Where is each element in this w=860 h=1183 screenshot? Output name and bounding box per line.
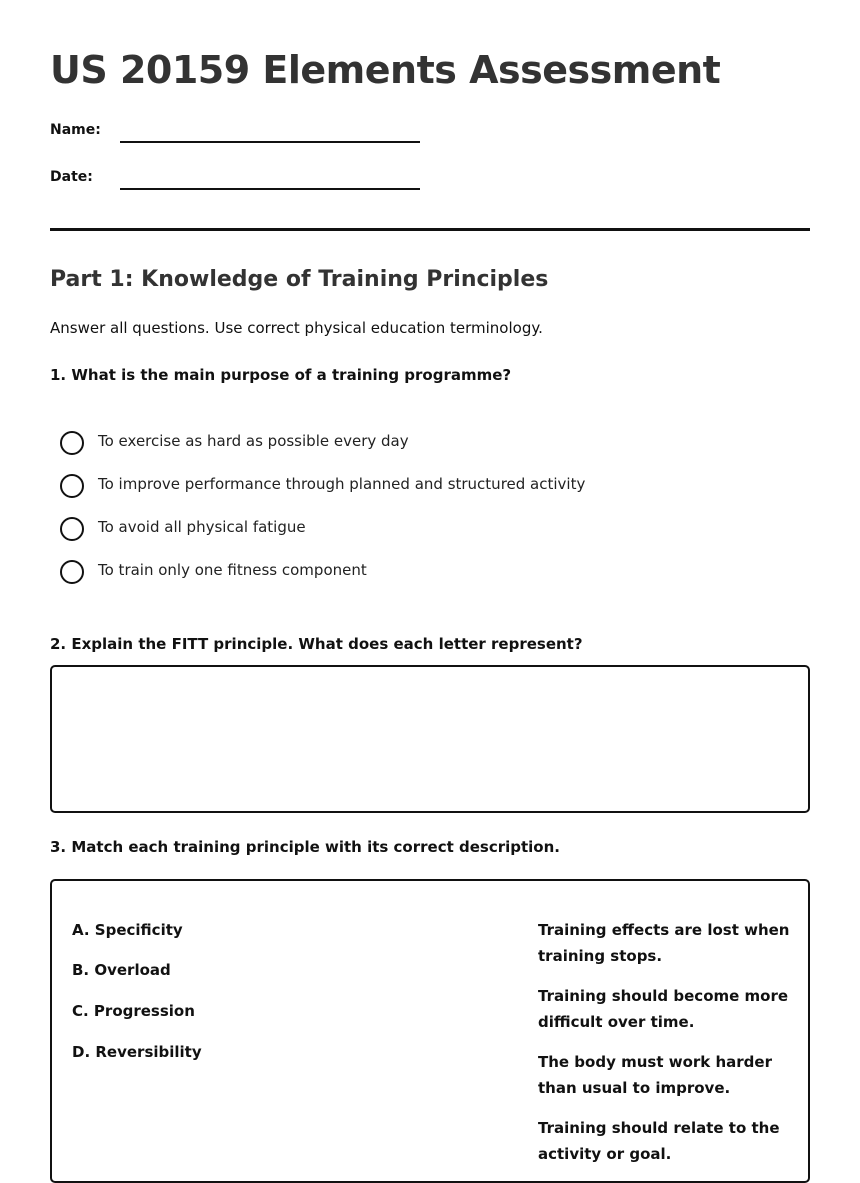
q1-option-1-label: To exercise as hard as possible every day: [98, 432, 409, 450]
principle-reversibility: D. Reversibility: [72, 1043, 202, 1061]
q1-option-3-label: To avoid all physical fatigue: [98, 518, 306, 536]
radio-button-icon[interactable]: [60, 560, 84, 584]
question-2-answer-box[interactable]: [50, 665, 810, 813]
date-field-row: [50, 169, 430, 193]
principle-overload: B. Overload: [72, 961, 171, 979]
radio-button-icon[interactable]: [60, 517, 84, 541]
q1-option-1[interactable]: [60, 431, 760, 457]
description-3: The body must work harder than usual to improve.: [538, 1053, 772, 1097]
date-label: Date:: [50, 169, 93, 185]
page-title: US 20159 Elements Assessment: [50, 48, 721, 92]
date-input-line[interactable]: [120, 188, 420, 190]
q1-option-2[interactable]: [60, 474, 760, 500]
description-4: Training should relate to the activity or goal.: [538, 1119, 780, 1163]
name-label: Name:: [50, 122, 101, 138]
name-input-line[interactable]: [120, 141, 420, 143]
q1-option-2-label: To improve performance through planned and structured activity: [98, 475, 586, 493]
part-1-instructions: Answer all questions. Use correct physical education terminology.: [50, 319, 543, 337]
question-3-text: 3. Match each training principle with its correct description.: [50, 838, 560, 856]
q1-option-4[interactable]: [60, 560, 760, 586]
principle-specificity: A. Specificity: [72, 921, 183, 939]
description-1: Training effects are lost when training stops.: [538, 921, 790, 965]
matching-box: [50, 879, 810, 1183]
name-field-row: [50, 122, 430, 146]
principle-progression: C. Progression: [72, 1002, 195, 1020]
q1-option-3[interactable]: [60, 517, 760, 543]
description-2: Training should become more difficult over time.: [538, 987, 789, 1031]
header-divider: [50, 228, 810, 231]
part-1-heading: Part 1: Knowledge of Training Principles: [50, 267, 549, 292]
question-2-text: 2. Explain the FITT principle. What does each letter represent?: [50, 635, 583, 653]
radio-button-icon[interactable]: [60, 431, 84, 455]
radio-button-icon[interactable]: [60, 474, 84, 498]
question-1-text: 1. What is the main purpose of a training programme?: [50, 366, 512, 384]
q1-option-4-label: To train only one fitness component: [98, 561, 367, 579]
